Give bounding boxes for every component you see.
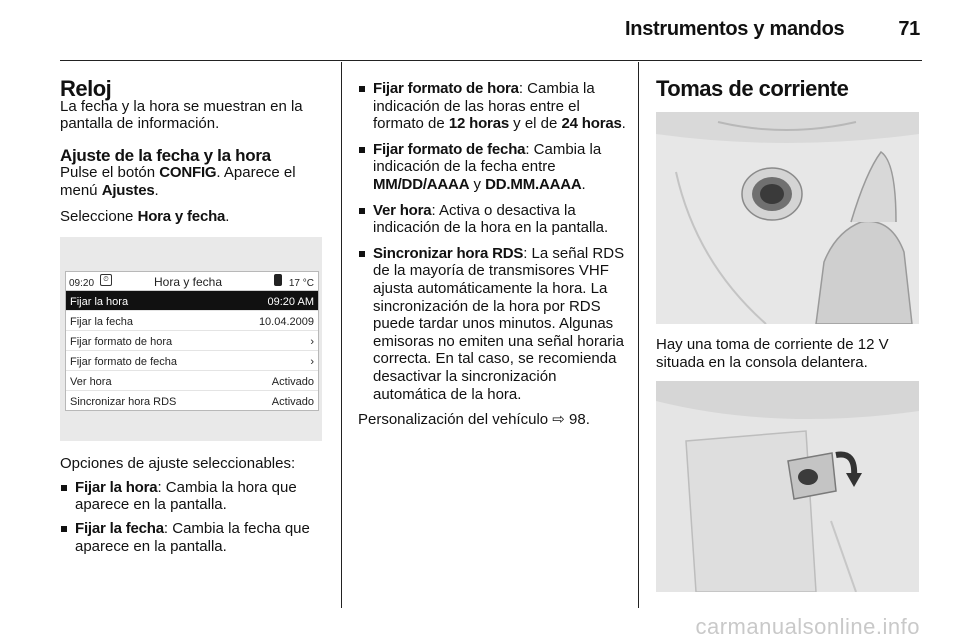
column-1: [60, 76, 328, 555]
cross-reference-text: Personalización del vehículo: [358, 411, 549, 429]
menu-row-fijar-fecha[interactable]: Fijar la fecha 10.04.2009: [66, 311, 318, 331]
column-2: [358, 80, 626, 429]
display-temperature: 17 °C: [288, 278, 314, 290]
intro-paragraph: La fecha y la hora se muestran en la pantalla de información.: [60, 97, 303, 133]
chevron-right-icon: ›: [310, 356, 314, 369]
info-display: [65, 271, 319, 411]
bullet-formato-fecha: Fijar formato de fecha: Cambia la indicación de la fecha entre MM/DD/AAAA y DD.MM.AAAA.: [358, 141, 626, 194]
cross-reference[interactable]: [358, 411, 626, 429]
clock-icon: ⏲: [100, 274, 112, 286]
column-divider-2: [638, 62, 639, 608]
menu-row-formato-fecha[interactable]: Fijar formato de fecha ›: [66, 351, 318, 371]
display-screenshot: [60, 237, 322, 441]
section-title-tomas: Tomas de corriente: [656, 76, 849, 101]
instruction-paragraph-2: Seleccione Hora y fecha.: [60, 207, 230, 225]
power-socket-illustration: [656, 112, 919, 324]
header-title: Instrumentos y mandos: [625, 18, 845, 40]
section-title-reloj: Reloj: [60, 76, 112, 101]
chevron-right-icon: ›: [310, 336, 314, 349]
display-title: Hora y fecha: [154, 275, 223, 290]
instruction-paragraph-1: Pulse el botón CONFIG. Aparece el menú Ajustes.: [60, 164, 296, 199]
display-status-bar: [66, 272, 318, 291]
column-3-text: [656, 336, 922, 371]
display-time: 09:20: [69, 278, 95, 290]
header-rule: [60, 60, 922, 61]
watermark: carmanualsonline.info: [695, 614, 920, 639]
menu-row-formato-hora[interactable]: Fijar formato de hora ›: [66, 331, 318, 351]
page-number: 71: [898, 18, 920, 40]
thermometer-icon: [274, 274, 282, 286]
subsection-title: Ajuste de la fecha y la hora: [60, 145, 271, 165]
bullet-sincronizar-rds: Sincronizar hora RDS: La señal RDS de la mayoría de transmisores VHF ajusta automáticamente la hora. La sincronización de la hora por RDS puede tardar unos minutos. Algunas emisoras no emiten una señal horaria correcta. En tal caso, se recomienda desactivar la sincronización automática de la hora.: [358, 245, 626, 403]
bullet-fijar-fecha: Fijar la fecha: Cambia la fecha que aparece en la pantalla.: [60, 520, 328, 555]
page-header: [625, 18, 920, 41]
options-paragraph: Opciones de ajuste seleccionables:: [60, 455, 296, 473]
menu-row-ver-hora[interactable]: Ver hora Activado: [66, 371, 318, 391]
column-divider-1: [341, 62, 342, 608]
column-3: [656, 76, 922, 101]
socket-cover-illustration: [656, 381, 919, 592]
menu-row-sincronizar-rds[interactable]: Sincronizar hora RDS Activado: [70, 396, 314, 409]
page-ref-arrow-icon: ⇨ 98.: [548, 411, 590, 429]
bullet-ver-hora: Ver hora: Activa o desactiva la indicación de la hora en la pantalla.: [358, 202, 626, 237]
socket-paragraph: Hay una toma de corriente de 12 V situada en la consola delantera.: [656, 336, 889, 371]
bullet-formato-hora: Fijar formato de hora: Cambia la indicación de las horas entre el formato de 12 horas y el de 24 horas.: [358, 80, 626, 133]
bullet-fijar-hora: Fijar la hora: Cambia la hora que aparece en la pantalla.: [60, 479, 328, 514]
menu-row-fijar-hora[interactable]: Fijar la hora 09:20 AM: [66, 291, 318, 311]
